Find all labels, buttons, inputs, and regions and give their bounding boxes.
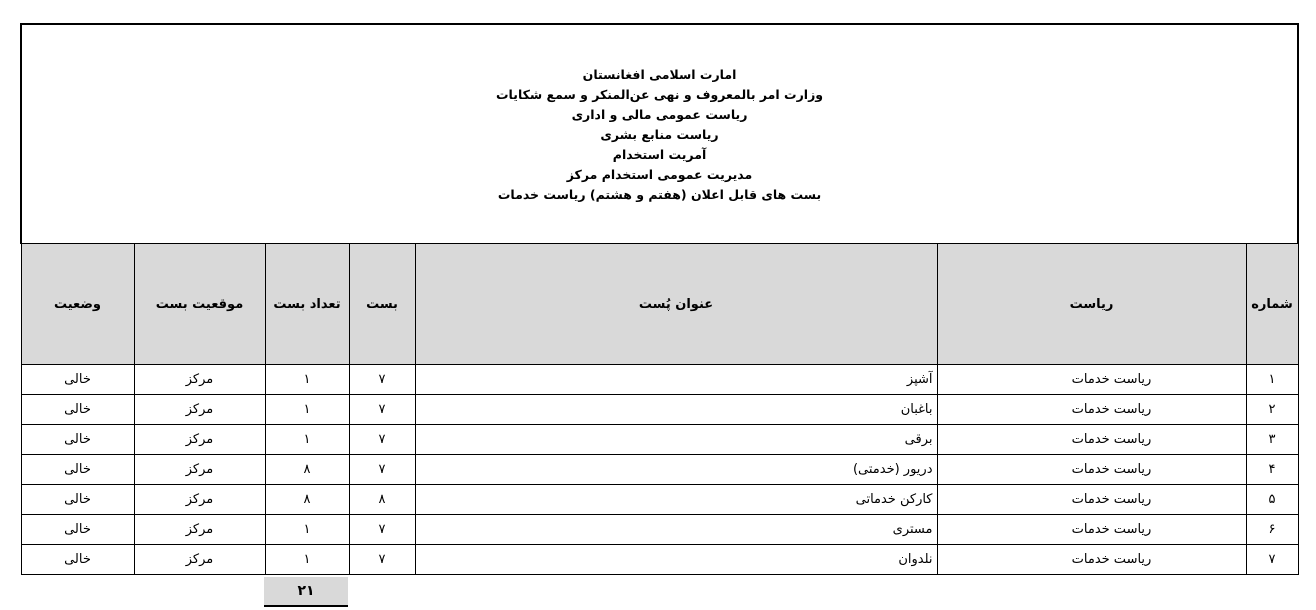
cell-grade: ۷ [349,395,415,425]
cell-department: ریاست خدمات [937,515,1246,545]
cell-department: ریاست خدمات [937,395,1246,425]
column-header-status: وضعیت [21,244,134,365]
cell-status: خالی [21,515,134,545]
cell-department: ریاست خدمات [937,455,1246,485]
vacancy-sheet [20,23,1297,575]
column-header-count: تعداد بست [265,244,349,365]
column-header-number: شماره [1246,244,1298,365]
cell-job-title: برقی [415,425,937,455]
cell-status: خالی [21,485,134,515]
header-line-recruitment: آمریت استخدام [612,146,707,162]
cell-count: ۱ [265,545,349,575]
cell-number: ۲ [1246,395,1298,425]
cell-location: مرکز [134,485,265,515]
cell-number: ۷ [1246,545,1298,575]
header-lines [22,66,1297,203]
cell-status: خالی [21,365,134,395]
cell-count: ۸ [265,485,349,515]
cell-count: ۱ [265,395,349,425]
cell-number: ۳ [1246,425,1298,455]
cell-department: ریاست خدمات [937,365,1246,395]
table-row [21,365,1298,395]
header-line-ministry: وزارت امر بالمعروف و نهی عن‌المنکر و سمع شکایات [496,86,824,102]
cell-number: ۴ [1246,455,1298,485]
cell-status: خالی [21,545,134,575]
cell-job-title: مستری [415,515,937,545]
cell-job-title: نلدوان [415,545,937,575]
table-row [21,515,1298,545]
column-header-location: موقعیت بست [134,244,265,365]
total-count: ۲۱ [264,577,348,607]
cell-status: خالی [21,395,134,425]
cell-location: مرکز [134,395,265,425]
cell-job-title: دریور (خدمتی) [415,455,937,485]
cell-job-title: آشپز [415,365,937,395]
table-body [21,365,1298,575]
cell-grade: ۷ [349,425,415,455]
vacancy-table [20,23,1299,575]
column-header-job-title: عنوان پُست [415,244,937,365]
cell-count: ۱ [265,365,349,395]
cell-number: ۱ [1246,365,1298,395]
cell-location: مرکز [134,545,265,575]
table-row [21,485,1298,515]
table-row [21,545,1298,575]
cell-job-title: کارکن خدماتی [415,485,937,515]
cell-location: مرکز [134,515,265,545]
cell-grade: ۷ [349,365,415,395]
cell-location: مرکز [134,455,265,485]
cell-count: ۱ [265,515,349,545]
table-row [21,395,1298,425]
column-header-row [21,244,1298,365]
cell-location: مرکز [134,425,265,455]
cell-grade: ۷ [349,515,415,545]
cell-job-title: باغبان [415,395,937,425]
cell-count: ۱ [265,425,349,455]
document-header [21,24,1298,244]
cell-grade: ۷ [349,455,415,485]
cell-status: خالی [21,425,134,455]
table-row [21,425,1298,455]
cell-department: ریاست خدمات [937,485,1246,515]
header-line-central-recruitment: مدیریت عمومی استخدام مرکز [566,166,753,182]
cell-department: ریاست خدمات [937,545,1246,575]
cell-location: مرکز [134,365,265,395]
column-header-grade: بست [349,244,415,365]
header-line-finance-admin: ریاست عمومی مالی و اداری [571,106,748,122]
cell-number: ۵ [1246,485,1298,515]
cell-number: ۶ [1246,515,1298,545]
column-header-department: ریاست [937,244,1246,365]
cell-status: خالی [21,455,134,485]
header-line-human-resources: ریاست منابع بشری [600,126,719,142]
cell-grade: ۷ [349,545,415,575]
cell-count: ۸ [265,455,349,485]
cell-department: ریاست خدمات [937,425,1246,455]
header-line-announcement-title: بست های قابل اعلان (هفتم و هشتم) ریاست خدمات [497,186,822,202]
table-row [21,455,1298,485]
header-line-emirate: امارت اسلامی افغانستان [582,66,737,82]
cell-grade: ۸ [349,485,415,515]
